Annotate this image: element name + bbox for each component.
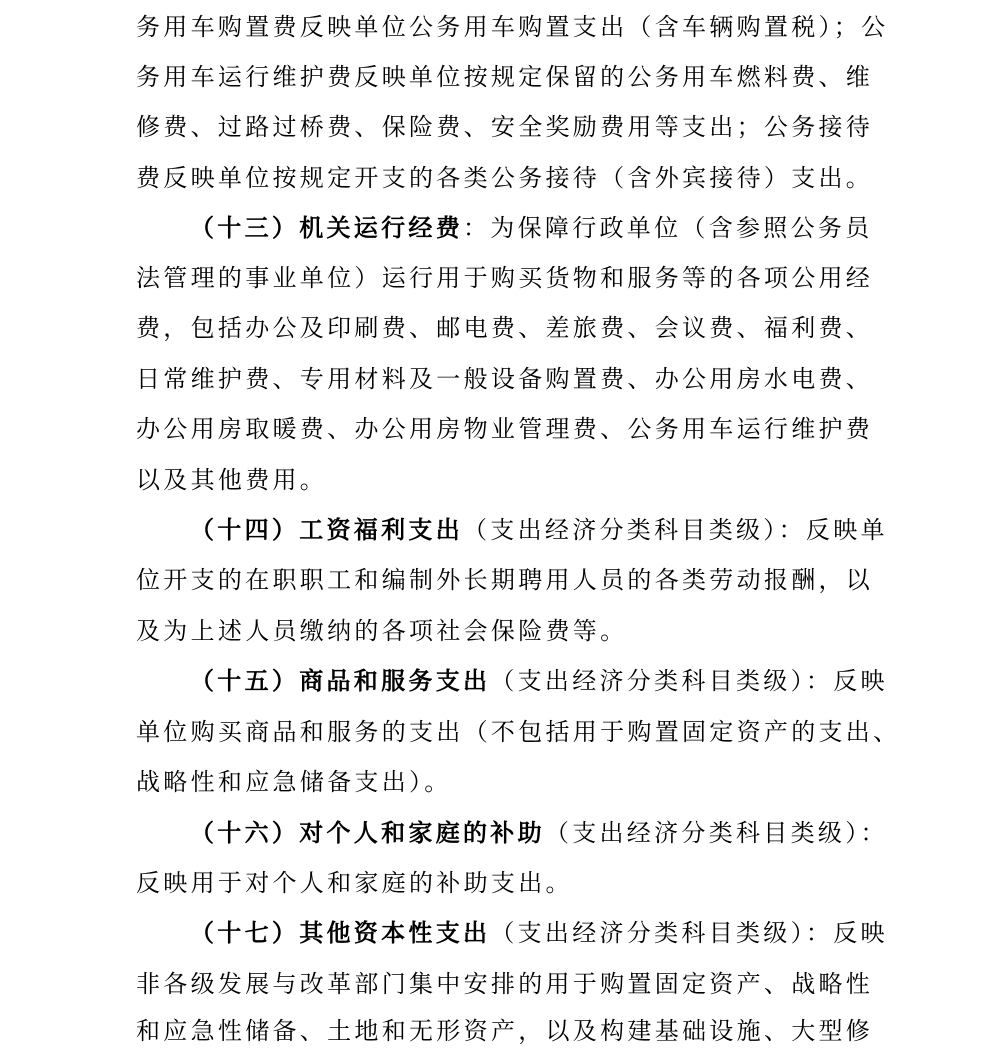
section-heading: （十三）机关运行经费 (190, 214, 463, 242)
paragraph-line: （十七）其他资本性支出（支出经济分类科目类级）：反映 (190, 919, 888, 947)
paragraph-line: 办公用房取暖费、办公用房物业管理费、公务用车运行维护费 (136, 415, 874, 443)
section-heading: （十四）工资福利支出 (190, 516, 463, 544)
paragraph-line: 务用车运行维护费反映单位按规定保留的公务用车燃料费、维 (136, 63, 874, 91)
paragraph-line: 务用车购置费反映单位公务用车购置支出（含车辆购置税）；公 (136, 13, 889, 41)
section-heading: （十七）其他资本性支出 (190, 919, 491, 947)
paragraph-line: 及为上述人员缴纳的各项社会保险费等。 (136, 617, 628, 645)
paragraph-line: 法管理的事业单位）运行用于购买货物和服务等的各项公用经 (136, 264, 874, 292)
paragraph-line: 费，包括办公及印刷费、邮电费、差旅费、会议费、福利费、 (136, 314, 874, 342)
section-heading: （十六）对个人和家庭的补助 (190, 819, 545, 847)
paragraph-line: （十五）商品和服务支出（支出经济分类科目类级）：反映 (190, 667, 888, 695)
paragraph-line: 以及其他费用。 (136, 466, 328, 494)
paragraph-line: 费反映单位按规定开支的各类公务接待（含外宾接待）支出。 (136, 164, 874, 192)
paragraph-line: 反映用于对个人和家庭的补助支出。 (136, 869, 573, 897)
section-heading: （十五）商品和服务支出 (190, 667, 491, 695)
paragraph-line: 日常维护费、专用材料及一般设备购置费、办公用房水电费、 (136, 365, 874, 393)
paragraph-line: （十四）工资福利支出（支出经济分类科目类级）：反映单 (190, 516, 888, 544)
paragraph-line: 单位购买商品和服务的支出（不包括用于购置固定资产的支出、 (136, 718, 901, 746)
paragraph-line: （十六）对个人和家庭的补助（支出经济分类科目类级）： (190, 819, 888, 847)
paragraph-line: 战略性和应急储备支出）。 (136, 768, 452, 796)
paragraph-line: 和应急性储备、土地和无形资产，以及构建基础设施、大型修 (136, 1017, 874, 1045)
paragraph-line: 位开支的在职职工和编制外长期聘用人员的各类劳动报酬，以 (136, 566, 874, 594)
paragraph-line: 非各级发展与改革部门集中安排的用于购置固定资产、战略性 (136, 970, 874, 998)
paragraph-line: （十三）机关运行经费：为保障行政单位（含参照公务员 (190, 214, 873, 242)
paragraph-line: 修费、过路过桥费、保险费、安全奖励费用等支出；公务接待 (136, 113, 874, 141)
